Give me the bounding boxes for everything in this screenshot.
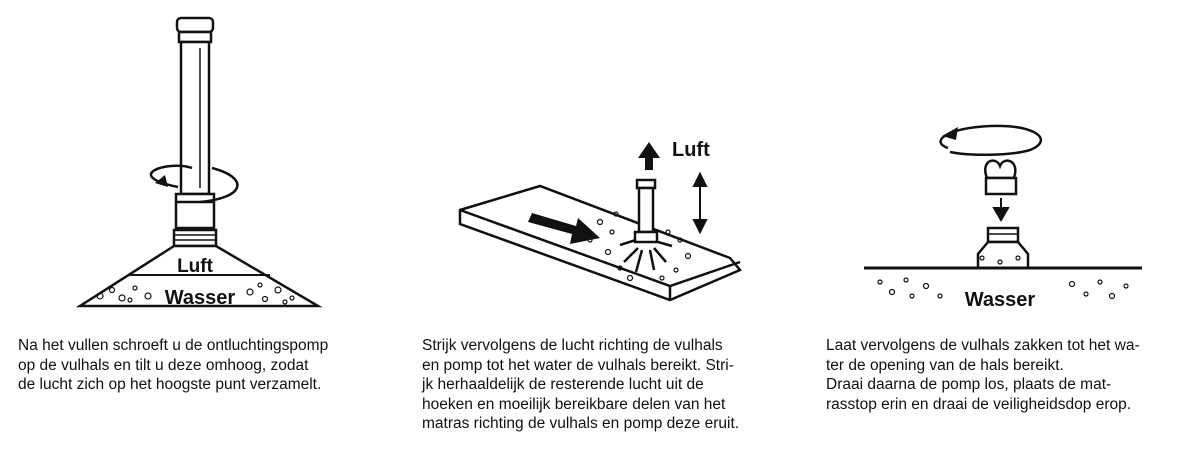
air-label: Luft xyxy=(177,256,213,277)
double-arrow-icon xyxy=(694,174,706,232)
caption-line: ter de opening van de hals bereikt. xyxy=(826,356,1064,374)
caption-line: Na het vullen schroeft u de ontluchtingspomp xyxy=(18,337,329,354)
rotate-arrow-icon xyxy=(941,126,1041,155)
caption-line: matras richting de vulhals en pomp deze eruit. xyxy=(422,415,740,432)
air-label: Luft xyxy=(672,139,710,161)
figure-pump-lifted xyxy=(60,0,330,320)
caption-step-2 xyxy=(422,336,784,434)
arrow-up-icon xyxy=(638,142,660,170)
caption-line: hoeken en moeilijk bereikbare delen van het xyxy=(422,395,726,413)
caption-line: de lucht zich op het hoogste punt verzamelt. xyxy=(18,376,322,393)
caption-line: Strijk vervolgens de lucht richting de vulhals xyxy=(422,337,723,354)
water-label: Wasser xyxy=(164,287,236,309)
caption-line: en pomp tot het water de vulhals bereikt. Stri- xyxy=(422,356,734,374)
caption-line: jk herhaaldelijk de resterende lucht uit de xyxy=(422,376,704,393)
figure-close-neck xyxy=(850,0,1150,320)
caption-step-1 xyxy=(18,336,380,395)
figure-push-air xyxy=(440,0,770,320)
arrow-down-icon xyxy=(994,198,1008,220)
caption-step-3 xyxy=(826,336,1188,414)
water-label: Wasser xyxy=(964,289,1036,311)
caption-line: Laat vervolgens de vulhals zakken tot het wa- xyxy=(826,337,1140,354)
caption-line: rasstop erin en draai de veiligheidsdop erop. xyxy=(826,395,1132,413)
caption-line: op de vulhals en tilt u deze omhoog, zodat xyxy=(18,356,309,374)
caption-line: Draai daarna de pomp los, plaats de mat- xyxy=(826,376,1112,393)
